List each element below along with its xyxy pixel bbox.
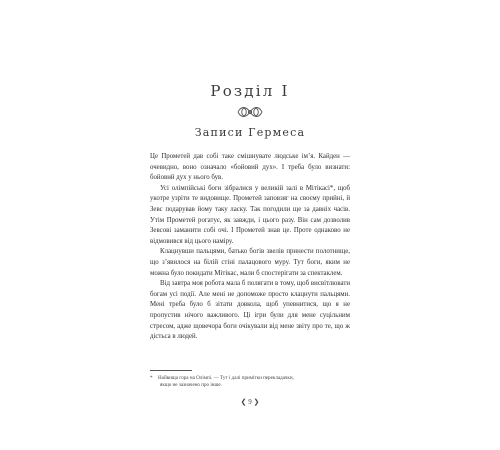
- footnote-divider: [150, 370, 192, 371]
- paragraph: Це Прометей дав собі таке смішнувате людське ім’я. Кайден — очевидно, воно означало «бойовий дух». І треба було визнати: бойовий дух у нього був.: [150, 153, 350, 182]
- paragraph: Клацнувши пальцями, батько богів звелів принести полотнище, що з’явилося на білій стіні палацового муру. Тут боги, яким не можна було покидати Мітікас, мали б спостерігати за спектаклем.: [150, 248, 350, 277]
- footnote-marker: *: [150, 375, 153, 381]
- footnote: [150, 375, 350, 389]
- footnote-text-line1: Найвища гора на Олімпі. — Тут і далі примітки перекладачки,: [158, 375, 294, 381]
- paragraph: Усі олімпійські боги зібралися у великій залі в Мітікасі*, щоб укотре узріти те видовище. Прометей заповзяг на своєму прийні, й Зевс подарував йому таку ласку. Так погодили ще за давніх часів. Утім Прометей рогатує, як завжди, і цього разу. Він сам дозволив Зевсові заманити собі очі. І Прометей знав це. Проте однаково не відмовився від цього наміру.: [150, 184, 350, 245]
- body-text: [150, 152, 350, 343]
- section-title: Записи Гермеса: [194, 126, 306, 139]
- page-number: ❮ 9 ❯: [240, 398, 260, 406]
- chapter-title: Розділ І: [210, 82, 290, 100]
- knot-ornament-icon: [236, 104, 264, 120]
- paragraph: Від завтра моя робота мала б полягати в тому, щоб висвітлювати богам усі події. Але мені не допоможе просто клацнути пальцями. Мені треба було б зітати довкола, щоб упевнитися, що я не пропустив нічого важливого. Ці ігри були для мене суцільним стресом, адже щовечора боги очікували від мене звіту про те, що ж дістьса в людей.: [150, 280, 350, 341]
- footnote-text-line2: якщо не зазначено про інше.: [160, 382, 222, 389]
